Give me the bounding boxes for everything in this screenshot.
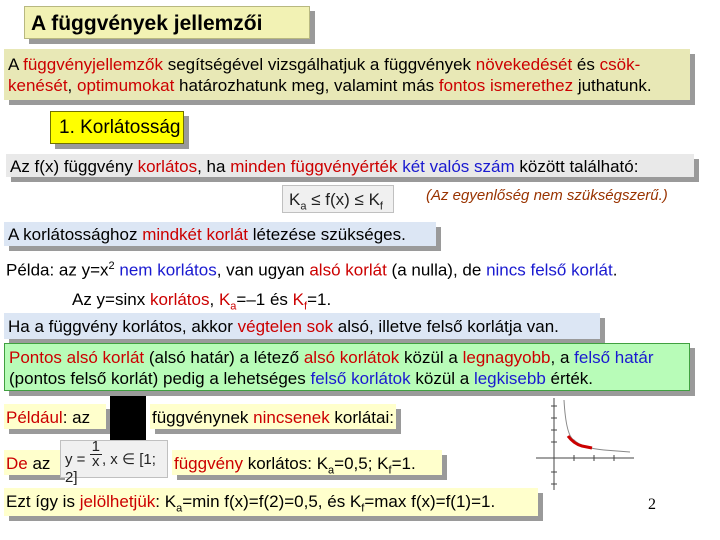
page-number: 2 bbox=[648, 496, 656, 513]
for-example-label: Például: az bbox=[4, 404, 106, 429]
equality-note: (Az egyenlőség nem szükségszerű.) bbox=[426, 187, 668, 204]
infinite-bounds-paragraph: Ha a függvény korlátos, akkor végtelen sok alsó, illetve felső korlátja van. bbox=[4, 313, 600, 339]
requirement-paragraph: A korlátossághoz mindkét korlát létezése szükséges. bbox=[4, 222, 436, 246]
bounded-example-text: függvény korlátos: $K_a=0,5$; $K_f=1$. bbox=[172, 450, 442, 475]
but-label: De az bbox=[4, 450, 60, 475]
section-heading: 1. Korlátosság bbox=[50, 111, 184, 144]
reciprocal-formula: y = $\frac{1}{x}$ , x ∈ [1; 2] bbox=[60, 440, 168, 478]
definition-paragraph: Az f(x) függvény korlátos, ha minden függvényérték két valós szám között található: bbox=[6, 154, 694, 177]
no-bounds-text: függvénynek nincsenek korlátai: bbox=[150, 404, 396, 429]
bound-inequality-formula: $K_a \le f(x) \le K_f$ bbox=[282, 185, 394, 213]
hidden-formula-block bbox=[110, 396, 146, 440]
page-title: A függvények jellemzői bbox=[24, 6, 310, 39]
intro-paragraph: A függvényjellemzők segítségével vizsgálhatjuk a függvények növekedését és csök- kenését, optimumokat határozhatunk meg, valamint más fontos ismerethez juthatunk. bbox=[4, 49, 690, 100]
exact-bound-definition: Pontos alsó korlát (alsó határ) a létező alsó korlátok közül a legnagyobb, a felső határ (pontos felső korlát) pedig a lehetséges felső korlátok közül a legkisebb érték. bbox=[4, 343, 690, 391]
example-parabola: Példa: az $y=x^2$ nem korlátos, van ugyan alsó korlát (a nulla), de nincs felső korlát. bbox=[6, 260, 618, 280]
reciprocal-graph bbox=[534, 396, 638, 492]
full-curve bbox=[564, 400, 630, 452]
reciprocal-graph-svg bbox=[534, 396, 638, 492]
min-max-notation: Ezt így is jelölhetjük: $K_a=\min$ f(x)=f(2)=0,5, és $K_f=\max$ f(x)=f(1)=1. bbox=[4, 488, 538, 516]
example-sine: Az y=sinx korlátos, $K_a=-1$ és $K_f=1$. bbox=[72, 290, 332, 313]
